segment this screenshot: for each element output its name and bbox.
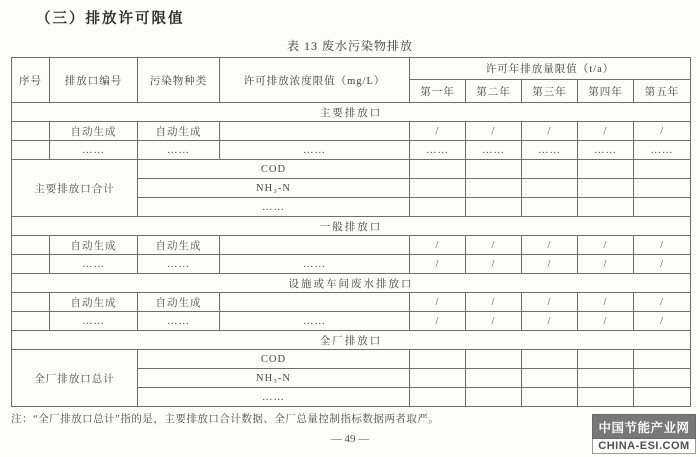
section-row [12, 274, 691, 293]
table-cell [466, 198, 522, 217]
table-cell: / [634, 236, 691, 255]
table-cell [466, 179, 522, 198]
table-cell: 自动生成 [138, 293, 220, 312]
table-cell [12, 122, 50, 141]
section-label-cell: 全厂排放口 [12, 331, 691, 350]
table-cell: 自动生成 [50, 122, 138, 141]
table-cell [634, 179, 691, 198]
watermark-stamp [592, 414, 696, 454]
table-cell [578, 388, 634, 407]
table-cell: / [634, 293, 691, 312]
table-cell: NH₃-N [138, 369, 410, 388]
table-cell: / [466, 312, 522, 331]
table-cell: / [410, 293, 466, 312]
table-cell [578, 369, 634, 388]
table-cell [12, 255, 50, 274]
table-cell [522, 350, 578, 369]
table-cell: …… [410, 141, 466, 160]
table-cell: / [578, 255, 634, 274]
header-year-3: 第三年 [522, 80, 578, 103]
table-cell: …… [578, 141, 634, 160]
table-cell [578, 160, 634, 179]
table-cell: / [634, 312, 691, 331]
section-heading: （三）排放许可限值 [36, 11, 185, 27]
table-cell: / [410, 236, 466, 255]
table-cell [220, 293, 410, 312]
table-cell: / [466, 236, 522, 255]
table-cell: / [466, 122, 522, 141]
table-cell: …… [138, 388, 410, 407]
header-year-5: 第五年 [634, 80, 691, 103]
table-cell [220, 236, 410, 255]
table-cell [410, 198, 466, 217]
table-cell: / [522, 293, 578, 312]
table-cell [410, 160, 466, 179]
table-cell: / [578, 312, 634, 331]
table-row [12, 236, 691, 255]
table-cell: / [522, 312, 578, 331]
table-cell: / [410, 255, 466, 274]
table-cell [634, 198, 691, 217]
table-cell [634, 369, 691, 388]
table-row [12, 160, 691, 179]
table-cell [12, 293, 50, 312]
table-cell: / [578, 293, 634, 312]
header-year-2: 第二年 [466, 80, 522, 103]
section-label-cell: 设施或车间废水排放口 [12, 274, 691, 293]
table-cell: …… [138, 312, 220, 331]
table-cell: / [466, 255, 522, 274]
wastewater-discharge-table [11, 57, 691, 407]
table-cell [466, 350, 522, 369]
header-outlet-number: 排放口编号 [50, 58, 138, 103]
table-cell: / [410, 312, 466, 331]
footnote: 注：“全厂排放口总计”指的是，主要排放口合计数据、全厂总量控制指标数据两者取严。 [11, 414, 440, 425]
table-cell: / [578, 236, 634, 255]
table-cell: / [634, 255, 691, 274]
table-cell [634, 350, 691, 369]
section-row [12, 217, 691, 236]
table-cell [466, 388, 522, 407]
table-cell: …… [220, 255, 410, 274]
table-cell [634, 388, 691, 407]
table-cell: 全厂排放口总计 [12, 350, 138, 407]
table-cell: …… [138, 198, 410, 217]
table-row [12, 141, 691, 160]
table-cell [12, 236, 50, 255]
table-cell [522, 198, 578, 217]
table-cell [522, 388, 578, 407]
table-cell [410, 350, 466, 369]
table-cell: …… [138, 141, 220, 160]
table-cell [466, 369, 522, 388]
table-cell [410, 388, 466, 407]
header-serial-number: 序号 [12, 58, 50, 103]
table-cell: 自动生成 [138, 122, 220, 141]
table-cell: …… [634, 141, 691, 160]
table-cell: …… [466, 141, 522, 160]
table-cell [578, 179, 634, 198]
table-cell [634, 160, 691, 179]
table-body [12, 103, 691, 407]
table-cell [466, 160, 522, 179]
table-header [12, 58, 691, 103]
watermark-site-url: CHINA-ESI.COM [592, 439, 696, 454]
table-cell: …… [50, 255, 138, 274]
table-cell: 自动生成 [138, 236, 220, 255]
header-annual-limit-group: 许可年排放量限值（t/a） [410, 58, 691, 80]
page-number: — 49 — [330, 433, 370, 445]
table-cell: …… [220, 312, 410, 331]
table-cell [522, 179, 578, 198]
table-caption: 表 13 废水污染物排放 [286, 39, 413, 53]
table-cell: / [578, 122, 634, 141]
table-cell: …… [138, 255, 220, 274]
table-cell [410, 179, 466, 198]
table-cell [12, 312, 50, 331]
table-cell: / [522, 255, 578, 274]
table-row [12, 312, 691, 331]
table-cell: 自动生成 [50, 236, 138, 255]
table-row [12, 293, 691, 312]
section-label-cell: 主要排放口 [12, 103, 691, 122]
table-cell [12, 141, 50, 160]
table-cell: / [466, 293, 522, 312]
section-label-cell: 一般排放口 [12, 217, 691, 236]
table-cell: COD [138, 160, 410, 179]
header-row-1 [12, 58, 691, 80]
header-pollutant-type: 污染物种类 [138, 58, 220, 103]
table-cell [410, 369, 466, 388]
watermark-site-name: 中国节能产业网 [592, 414, 696, 439]
table-cell: / [634, 122, 691, 141]
table-row [12, 122, 691, 141]
section-row [12, 103, 691, 122]
table-cell: COD [138, 350, 410, 369]
table-cell: …… [220, 141, 410, 160]
table-cell: …… [522, 141, 578, 160]
table-cell [220, 122, 410, 141]
table-cell: …… [50, 141, 138, 160]
table-cell [522, 160, 578, 179]
table-cell: 自动生成 [50, 293, 138, 312]
header-year-1: 第一年 [410, 80, 466, 103]
table-cell: …… [50, 312, 138, 331]
header-concentration-limit: 许可排放浓度限值（mg/L） [220, 58, 410, 103]
section-row [12, 331, 691, 350]
table-cell: NH₃-N [138, 179, 410, 198]
table-cell: 主要排放口合计 [12, 160, 138, 217]
table-row [12, 255, 691, 274]
table-cell: / [522, 122, 578, 141]
table-row [12, 350, 691, 369]
table-cell [578, 350, 634, 369]
table-cell: / [522, 236, 578, 255]
table-cell [522, 369, 578, 388]
header-year-4: 第四年 [578, 80, 634, 103]
table-cell [578, 198, 634, 217]
table-cell: / [410, 122, 466, 141]
